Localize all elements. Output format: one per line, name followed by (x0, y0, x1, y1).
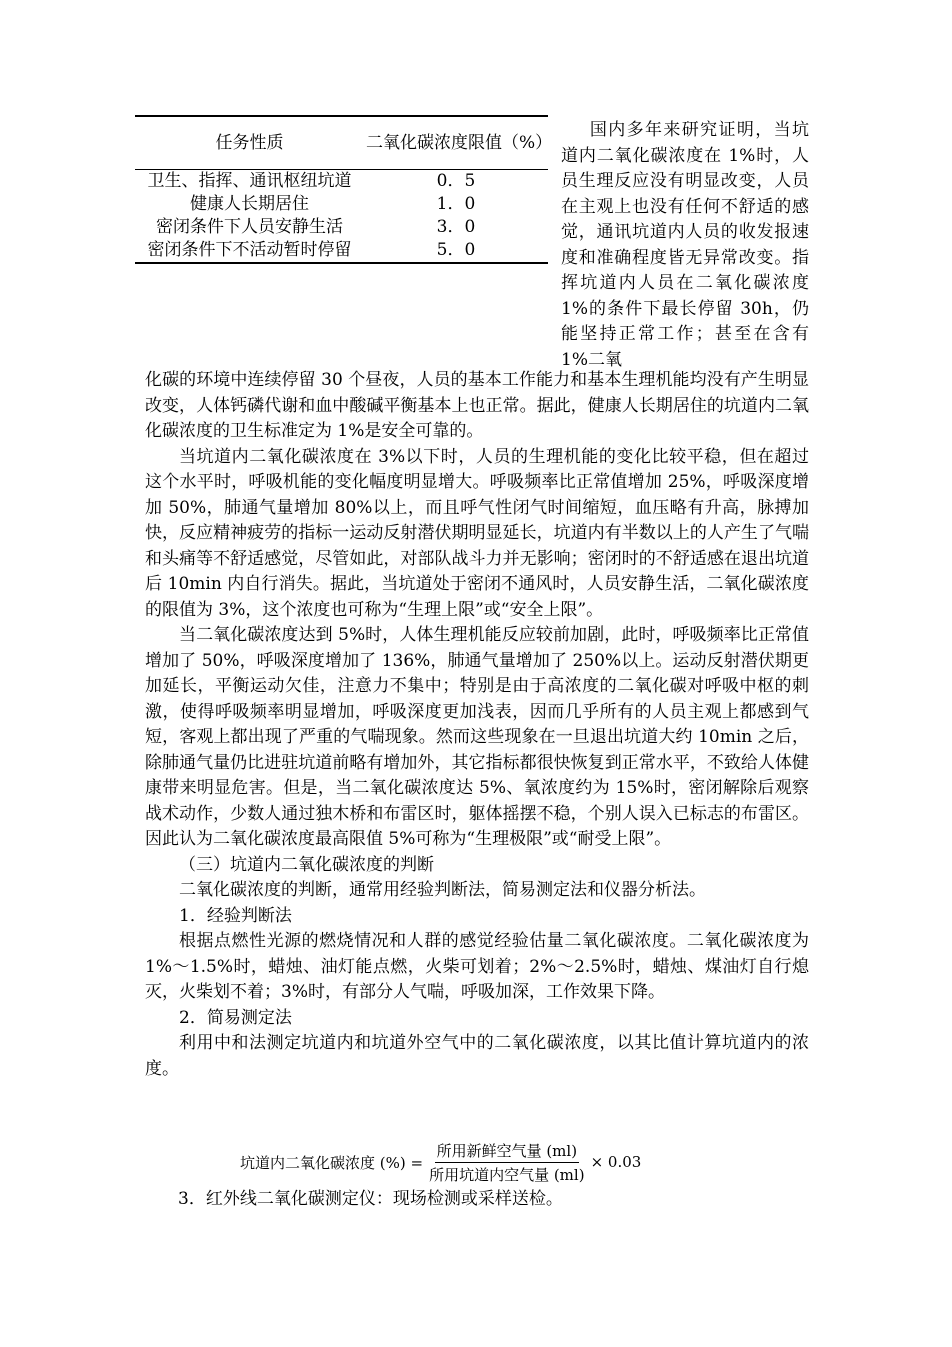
section-heading: （三）坑道内二氧化碳浓度的判断 (179, 854, 434, 875)
paragraph: 化碳的环境中连续停留 30 个昼夜，人员的基本工作能力和基本生理机能均没有产生明显改变，人体钙磷代谢和血中酸碱平衡基本上也正常。据此，健康人长期居住的坑道内二氧化碳浓度的卫生标准定为 1%是安全可靠的。 (145, 370, 809, 441)
co2-limit-table (135, 115, 553, 264)
subheading: 2．简易测定法 (179, 1007, 292, 1028)
table-cell-limit: 3．0 (436, 217, 476, 237)
table-row (135, 193, 548, 216)
list-item-infrared: 3．红外线二氧化碳测定仪：现场检测或采样送检。 (178, 1189, 563, 1209)
formula-numerator: 所用新鲜空气量 (ml) (435, 1140, 580, 1163)
header-co2-limit: 二氧化碳浓度限值（%） (366, 132, 553, 153)
table-cell-task: 健康人长期居住 (190, 194, 309, 214)
subheading: 1．经验判断法 (179, 905, 292, 926)
header-task-nature: 任务性质 (215, 132, 284, 153)
table (135, 115, 553, 264)
body-text (145, 368, 928, 1082)
paragraph: 当二氧化碳浓度达到 5%时，人体生理机能反应较前加剧，此时，呼吸频率比正常值增加了 50%，呼吸深度增加了 136%，肺通气量增加了 250%以上。运动反射潜伏期更加延长，平衡运动欠佳，注意力不集中；特别是由于高浓度的二氧化碳对呼吸中枢的刺激，使得呼吸频率明显增加，呼吸深度更加浅表，因而几乎所有的人员主观上都感到气短，客观上都出现了严重的气喘现象。然而这些现象在一旦退出坑道大约 10min 之后，除肺通气量仍比进驻坑道前略有增加外，其它指标都很快恢复到正常水平，不致给人体健康带来明显危害。但是，当二氧化碳浓度达 5%、氧浓度约为 15%时，密闭解除后观察战术动作，少数人通过独木桥和布雷区时，躯体摇摆不稳，个别人误入已标志的布雷区。因此认为二氧化碳浓度最高限值 5%可称为“生理极限”或“耐受上限”。 (145, 625, 809, 849)
formula-denominator: 所用坑道内空气量 (ml) (429, 1165, 585, 1184)
paragraph: 二氧化碳浓度的判断，通常用经验判断法，简易测定法和仪器分析法。 (179, 880, 706, 900)
table-cell-limit: 1．0 (436, 194, 476, 214)
paragraph: 当坑道内二氧化碳浓度在 3%以下时，人员的生理机能的变化比较平稳，但在超过 这个水平时，呼吸机能的变化幅度明显增大。呼吸频率比正常值增加 25%，呼吸深度增加 50%，肺通气量增加 80%以上，而且呼气性闭气时间缩短，血压略有升高，脉搏加快，反应精神疲劳的指标一运动反射潜伏期明显延长，坑道内有半数以上的人产生了气喘和头痛等不舒适感觉，尽管如此，对部队战斗力并无影响；密闭时的不舒适感在退出坑道后 10min 内自行消失。据此，当坑道处于密闭不通风时，人员安静生活，二氧化碳浓度的限值为 3%，这个浓度也可称为“生理上限”或“安全上限”。 (145, 446, 928, 620)
paragraph: 国内多年来研究证明，当坑道内二氧化碳浓度在 1%时，人员生理反应没有明显改变，人员在主观上也没有任何不舒适的感觉，通讯坑道内人员的收发报速度和准确程度皆无异常改变。指挥坑道内人员在二氧化碳浓度 1%的条件下最长停留 30h，仍能坚持正常工作；甚至在含有 1%二氧 (561, 120, 809, 370)
table-cell-task: 密闭条件下不活动暂时停留 (147, 240, 352, 260)
table-cell-task: 密闭条件下人员安静生活 (156, 217, 343, 237)
table-row (135, 170, 548, 194)
table-cell-task: 卫生、指挥、通讯枢纽坑道 (147, 171, 352, 191)
table-row (135, 216, 548, 239)
formula-lhs: 坑道内二氧化碳浓度 (%) = (240, 1153, 424, 1172)
table-cell-limit: 5．0 (436, 240, 476, 260)
paragraph: 利用中和法测定坑道内和坑道外空气中的二氧化碳浓度，以其比值计算坑道内的浓度。 (145, 1033, 809, 1079)
table-header-row (135, 116, 548, 170)
formula-fraction (427, 1140, 587, 1185)
paragraph: 根据点燃性光源的燃烧情况和人群的感觉经验估量二氧化碳浓度。二氧化碳浓度为 1%～1.5%时，蜡烛、油灯能点燃，火柴可划着；2%～2.5%时，蜡烛、煤油灯自行熄灭，火柴划不着；3%时，有部分人气喘，呼吸加深，工作效果下降。 (145, 931, 809, 1002)
formula-factor: × 0.03 (590, 1153, 642, 1171)
table-cell-limit: 0．5 (436, 171, 476, 191)
side-paragraph (561, 118, 809, 373)
concentration-formula (240, 1140, 641, 1184)
table-row (135, 239, 548, 263)
